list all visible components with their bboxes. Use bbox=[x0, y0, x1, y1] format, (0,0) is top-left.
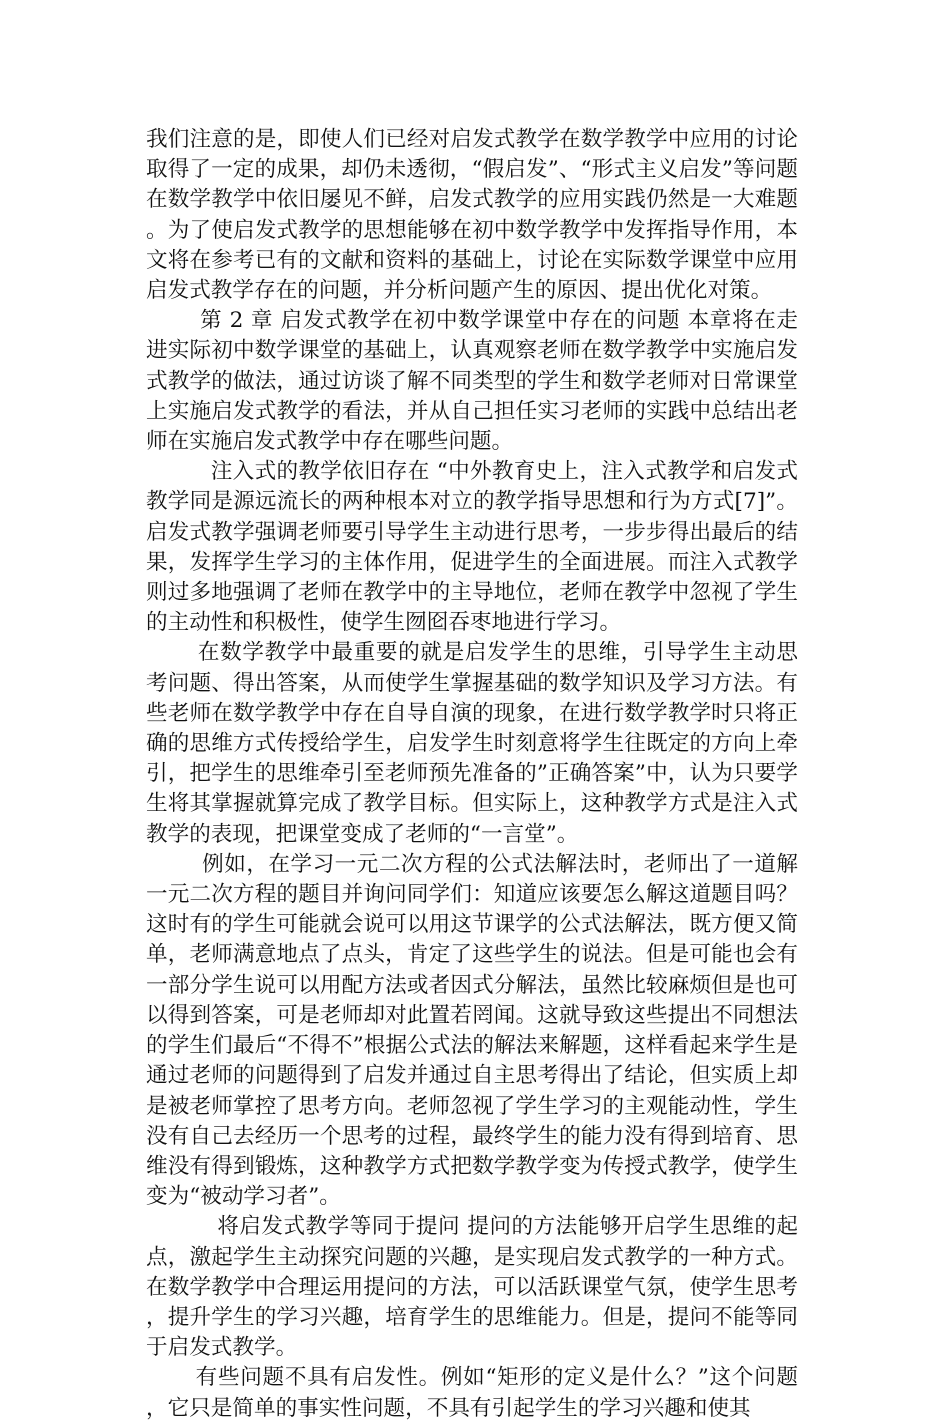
paragraph-questioning: 将启发式教学等同于提问 提问的方法能够开启学生思维的起点，激起学生主动探究问题的兴趣，是实现启发式教学的一种方式。在数学教学中合理运用提问的方法，可以活跃课堂气氛，使学生思考，提升学生的学习兴趣，培育学生的思维能力。但是，提问不能等同于启发式教学。 bbox=[146, 1214, 798, 1361]
paragraph-intro-continuation: 我们注意的是，即使人们已经对启发式教学在数学教学中应用的讨论取得了一定的成果，却仍未透彻，“假启发”、“形式主义启发”等问题在数学教学中依旧屡见不鲜，启发式教学的应用实践仍然是一大难题。为了使启发式教学的思想能够在初中数学教学中发挥指导作用，本文将在参考已有的文献和资料的基础上，讨论在实际数学课堂中应用启发式教学存在的问题，并分析问题产生的原因、提出优化对策。 bbox=[146, 127, 798, 304]
paragraph-math-thinking: 在数学教学中最重要的就是启发学生的思维，引导学生主动思考问题、得出答案，从而使学生掌握基础的数学知识及学习方法。有些老师在数学教学中存在自导自演的现象，在进行数学教学时只将正确的思维方式传授给学生，启发学生时刻意将学生往既定的方向上牵引，把学生的思维牵引至老师预先准备的”正确答案”中，认为只要学生将其掌握就算完成了教学目标。但实际上，这种教学方式是注入式教学的表现，把课堂变成了老师的“一言堂”。 bbox=[146, 640, 798, 847]
paragraph-quadratic-example: 例如，在学习一元二次方程的公式法解法时，老师出了一道解一元二次方程的题目并询问同学们：知道应该要怎么解这道题目吗？这时有的学生可能就会说可以用这节课学的公式法解法，既方便又简单，老师满意地点了点头，肯定了这些学生的说法。但是可能也会有一部分学生说可以用配方法或者因式分解法，虽然比较麻烦但是也可以得到答案，可是老师却对此置若罔闻。这就导致这些提出不同想法的学生们最后“不得不”根据公式法的解法来解题，这样看起来学生是通过老师的问题得到了启发并通过自主思考得出了结论，但实质上却是被老师掌控了思考方向。老师忽视了学生学习的主观能动性，学生没有自己去经历一个思考的过程，最终学生的能力没有得到培育、思维没有得到锻炼，这种教学方式把数学教学变为传授式教学，使学生变为“被动学习者”。 bbox=[146, 851, 798, 1210]
document-page bbox=[146, 125, 798, 1424]
paragraph-non-heuristic-questions: 有些问题不具有启发性。例如“矩形的定义是什么？”这个问题，它只是简单的事实性问题，不具有引起学生的学习兴趣和使其 bbox=[146, 1365, 798, 1421]
paragraph-chapter-2-heading: 第 2 章 启发式教学在初中数学课堂中存在的问题 本章将在走进实际初中数学课堂的基础上，认真观察老师在数学教学中实施启发式教学的做法，通过访谈了解不同类型的学生和数学老师对日常课堂上实施启发式教学的看法，并从自己担任实习老师的实践中总结出老师在实施启发式教学中存在哪些问题。 bbox=[146, 308, 798, 455]
paragraph-infusion-teaching: 注入式的教学依旧存在 “中外教育史上，注入式教学和启发式教学同是源远流长的两种根本对立的教学指导思想和行为方式[7]”。启发式教学强调老师要引导学生主动进行思考，一步步得出最后的结果，发挥学生学习的主体作用，促进学生的全面进展。而注入式教学则过多地强调了老师在教学中的主导地位，老师在教学中忽视了学生的主动性和积极性，使学生囫囵吞枣地进行学习。 bbox=[146, 459, 798, 636]
